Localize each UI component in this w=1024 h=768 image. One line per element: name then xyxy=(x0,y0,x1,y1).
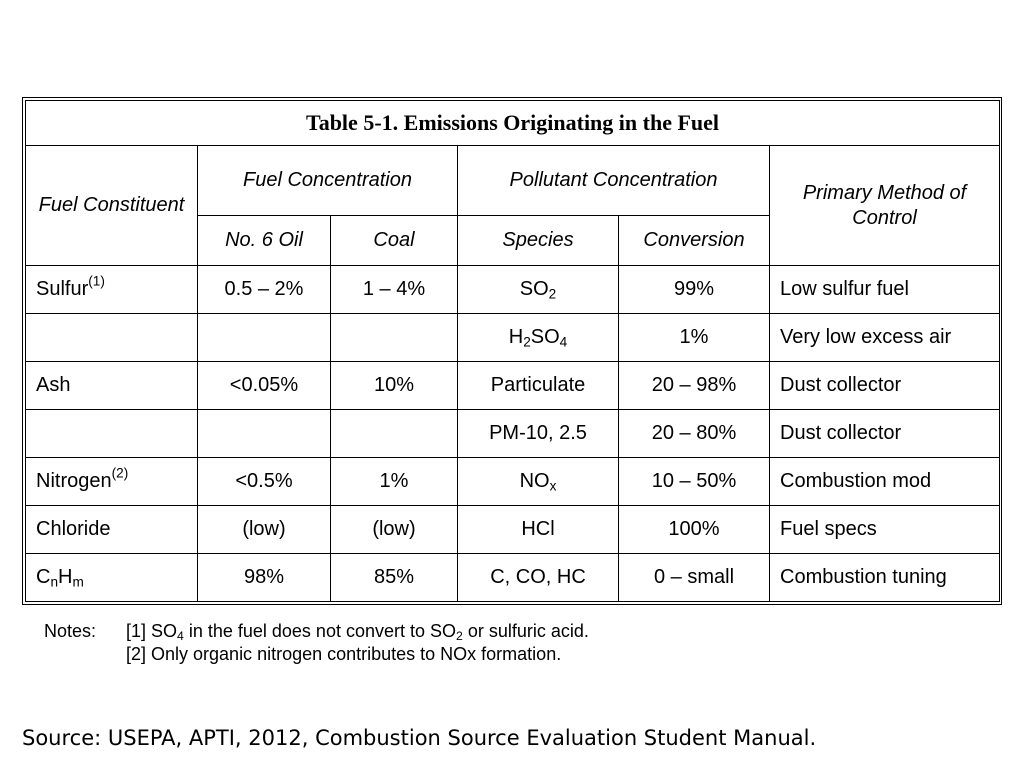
cell-species: C, CO, HC xyxy=(458,554,619,602)
constituent-text: Nitrogen xyxy=(36,470,112,493)
header-conversion: Conversion xyxy=(619,216,770,266)
cell-conversion: 20 – 80% xyxy=(619,410,770,458)
cell-conversion: 0 – small xyxy=(619,554,770,602)
cell-constituent xyxy=(26,314,198,362)
cell-oil xyxy=(198,314,331,362)
header-no6-oil: No. 6 Oil xyxy=(198,216,331,266)
cell-constituent xyxy=(26,554,198,602)
cell-conversion: 100% xyxy=(619,506,770,554)
note-1-subscript: 4 xyxy=(177,629,184,644)
note-1-text: or sulfuric acid. xyxy=(462,621,589,641)
cell-species xyxy=(458,314,619,362)
note-1-subscript: 2 xyxy=(456,629,463,644)
cell-coal: 1 – 4% xyxy=(331,266,458,314)
table-row xyxy=(26,554,1000,602)
species-text: SO xyxy=(519,278,549,301)
note-1-text: in the fuel does not convert to SO xyxy=(183,621,457,641)
constituent-subscript: m xyxy=(72,574,84,590)
species-text: SO xyxy=(530,326,560,349)
cell-coal xyxy=(331,410,458,458)
note-2: [2] Only organic nitrogen contributes to NOx formation. xyxy=(126,644,562,664)
species-text: NO xyxy=(519,470,550,493)
constituent-text: C xyxy=(36,566,51,589)
cell-coal xyxy=(331,314,458,362)
species-text: H xyxy=(508,326,524,349)
header-pollutant-concentration: Pollutant Concentration xyxy=(458,146,770,216)
cell-method: Dust collector xyxy=(770,410,1000,458)
cell-method: Combustion mod xyxy=(770,458,1000,506)
constituent-subscript: n xyxy=(50,574,59,590)
cell-oil: 0.5 – 2% xyxy=(198,266,331,314)
constituent-text: H xyxy=(58,566,73,589)
note-row-2 xyxy=(44,643,589,666)
emissions-table xyxy=(25,100,1000,602)
cell-coal: 10% xyxy=(331,362,458,410)
source-citation: Source: USEPA, APTI, 2012, Combustion Source Evaluation Student Manual. xyxy=(22,726,817,750)
cell-species xyxy=(458,266,619,314)
cell-species: PM-10, 2.5 xyxy=(458,410,619,458)
cell-constituent xyxy=(26,410,198,458)
cell-oil: 98% xyxy=(198,554,331,602)
cell-species: Particulate xyxy=(458,362,619,410)
constituent-text: Sulfur xyxy=(36,278,89,301)
species-subscript: 4 xyxy=(559,334,568,350)
header-species: Species xyxy=(458,216,619,266)
table-title: Table 5-1. Emissions Originating in the Fuel xyxy=(26,101,1000,146)
cell-constituent xyxy=(26,458,198,506)
note-1-text: [1] SO xyxy=(126,621,178,641)
cell-constituent xyxy=(26,266,198,314)
cell-oil: <0.05% xyxy=(198,362,331,410)
cell-method: Dust collector xyxy=(770,362,1000,410)
header-row-1 xyxy=(26,146,1000,216)
cell-method: Very low excess air xyxy=(770,314,1000,362)
header-fuel-concentration: Fuel Concentration xyxy=(198,146,458,216)
header-coal: Coal xyxy=(331,216,458,266)
footnote-marker: (2) xyxy=(111,465,129,481)
cell-conversion: 20 – 98% xyxy=(619,362,770,410)
cell-conversion: 10 – 50% xyxy=(619,458,770,506)
cell-oil: (low) xyxy=(198,506,331,554)
cell-method: Combustion tuning xyxy=(770,554,1000,602)
table-notes xyxy=(44,620,589,666)
cell-method: Low sulfur fuel xyxy=(770,266,1000,314)
cell-coal: 85% xyxy=(331,554,458,602)
species-subscript: 2 xyxy=(548,286,557,302)
header-primary-method: Primary Method of Control xyxy=(770,146,1000,266)
table-row xyxy=(26,362,1000,410)
species-subscript: 2 xyxy=(523,334,531,350)
table-row xyxy=(26,410,1000,458)
cell-constituent: Chloride xyxy=(26,506,198,554)
cell-coal: 1% xyxy=(331,458,458,506)
note-1 xyxy=(126,621,589,642)
cell-oil: <0.5% xyxy=(198,458,331,506)
table-title-row xyxy=(26,101,1000,146)
emissions-table-frame xyxy=(22,97,1002,605)
species-subscript: x xyxy=(549,478,557,494)
cell-species xyxy=(458,458,619,506)
table-row xyxy=(26,506,1000,554)
cell-method: Fuel specs xyxy=(770,506,1000,554)
header-fuel-constituent: Fuel Constituent xyxy=(26,146,198,266)
table-row xyxy=(26,458,1000,506)
cell-oil xyxy=(198,410,331,458)
notes-label: Notes: xyxy=(44,621,97,641)
table-row xyxy=(26,266,1000,314)
footnote-marker: (1) xyxy=(88,273,105,289)
cell-conversion: 99% xyxy=(619,266,770,314)
cell-conversion: 1% xyxy=(619,314,770,362)
table-row xyxy=(26,314,1000,362)
cell-species: HCl xyxy=(458,506,619,554)
cell-constituent: Ash xyxy=(26,362,198,410)
note-row-1 xyxy=(44,620,589,643)
cell-coal: (low) xyxy=(331,506,458,554)
